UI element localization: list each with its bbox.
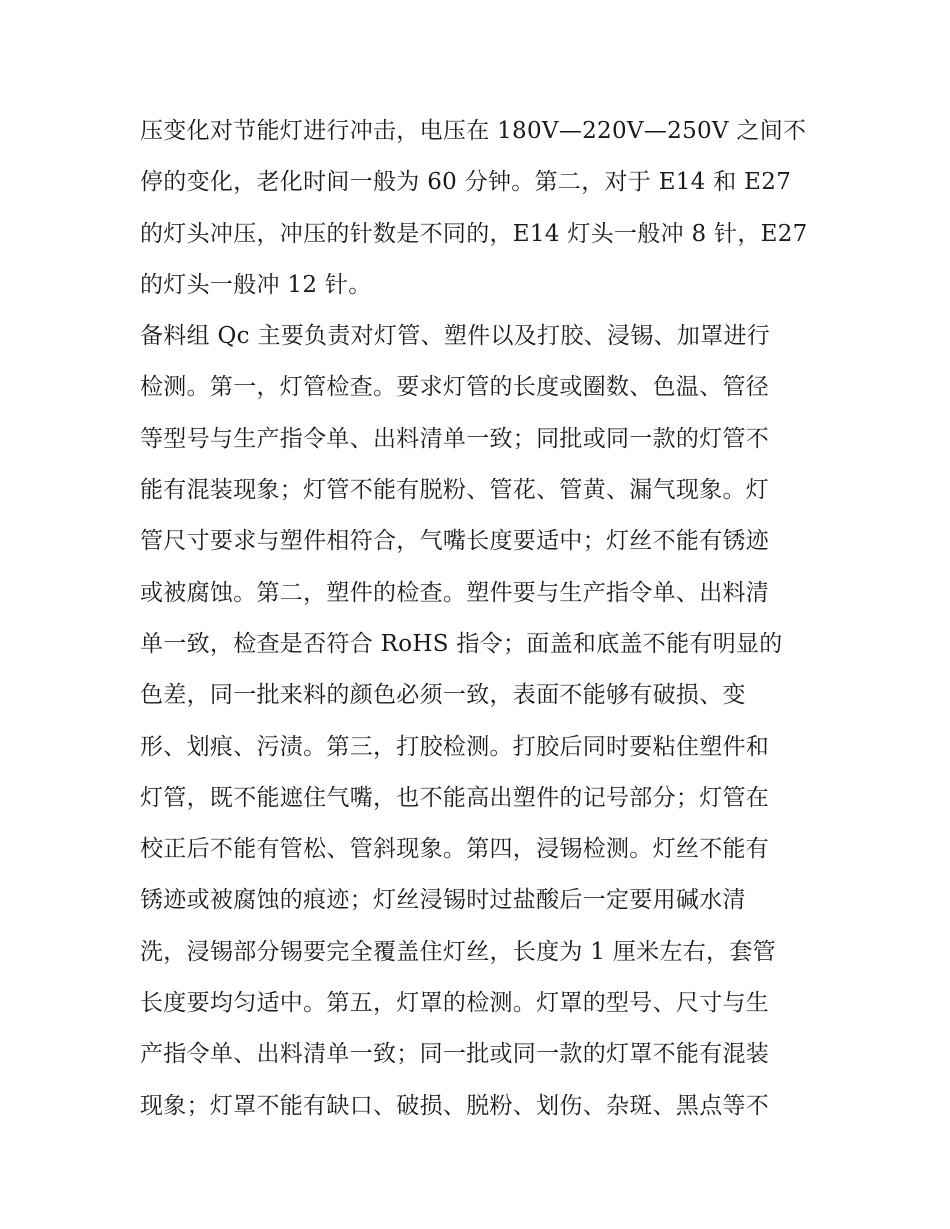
text-line: 灯管，既不能遮住气嘴，也不能高出塑件的记号部分；灯管在 xyxy=(140,784,770,811)
text-line: 等型号与生产指令单、出料清单一致；同批或同一款的灯管不 xyxy=(140,425,770,452)
text-line: 的灯头冲压，冲压的针数是不同的，E14 灯头一般冲 8 针，E27 xyxy=(140,220,808,247)
text-line: 形、划痕、污渍。第三，打胶检测。打胶后同时要粘住塑件和 xyxy=(140,733,770,760)
text-line: 能有混装现象；灯管不能有脱粉、管花、管黄、漏气现象。灯 xyxy=(140,477,770,504)
text-line: 或被腐蚀。第二，塑件的检查。塑件要与生产指令单、出料清 xyxy=(140,579,770,606)
text-line: 备料组 Qc 主要负责对灯管、塑件以及打胶、浸锡、加罩进行 xyxy=(140,323,771,350)
text-line: 校正后不能有管松、管斜现象。第四，浸锡检测。灯丝不能有 xyxy=(140,836,770,863)
text-line: 停的变化，老化时间一般为 60 分钟。第二，对于 E14 和 E27 xyxy=(140,169,792,196)
text-line: 检测。第一，灯管检查。要求灯管的长度或圈数、色温、管径 xyxy=(140,374,770,401)
text-line: 锈迹或被腐蚀的痕迹；灯丝浸锡时过盐酸后一定要用碱水清 xyxy=(140,887,746,914)
text-line: 的灯头一般冲 12 针。 xyxy=(140,271,372,298)
text-line: 洗，浸锡部分锡要完全覆盖住灯丝，长度为 1 厘米左右，套管 xyxy=(140,938,776,965)
text-line: 产指令单、出料清单一致；同一批或同一款的灯罩不能有混装 xyxy=(140,1041,770,1068)
body-text xyxy=(140,106,820,1132)
text-line: 色差，同一批来料的颜色必须一致，表面不能够有破损、变 xyxy=(140,682,746,709)
text-line: 压变化对节能灯进行冲击，电压在 180V—220V—250V 之间不 xyxy=(140,118,807,144)
text-line: 长度要均匀适中。第五，灯罩的检测。灯罩的型号、尺寸与生 xyxy=(140,990,770,1017)
text-line: 管尺寸要求与塑件相符合，气嘴长度要适中；灯丝不能有锈迹 xyxy=(140,528,770,555)
text-line: 现象；灯罩不能有缺口、破损、脱粉、划伤、杂斑、黑点等不 xyxy=(140,1092,770,1119)
text-line: 单一致，检查是否符合 RoHS 指令；面盖和底盖不能有明显的 xyxy=(140,630,783,657)
